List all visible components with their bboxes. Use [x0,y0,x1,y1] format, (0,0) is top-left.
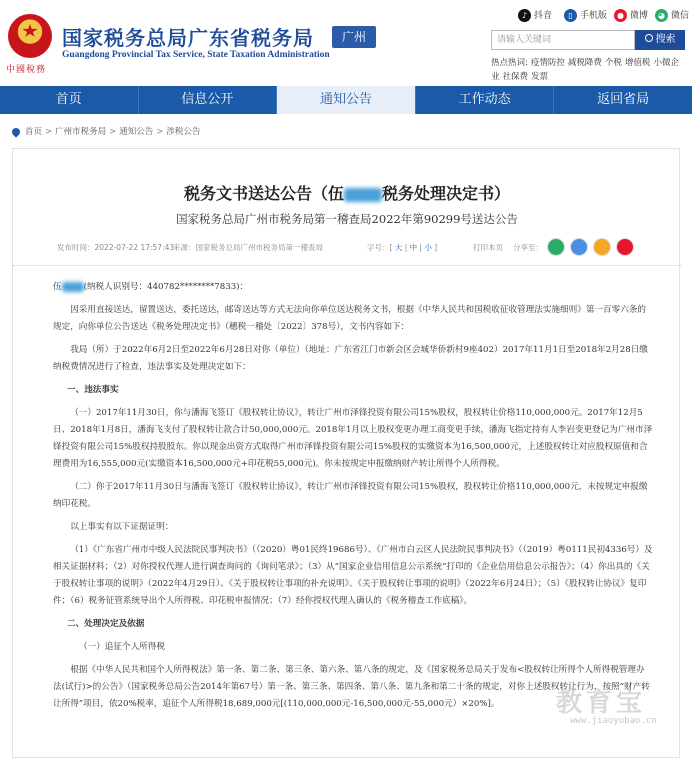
tax-emblem-icon [8,14,52,58]
search-button[interactable]: 搜索 [635,30,685,50]
taxpayer-line: 伍 (纳税人识别号：440782********7833)： [53,282,249,292]
article-panel [12,148,680,758]
redacted-name [62,282,84,292]
weibo-icon: ● [614,9,627,22]
hot-term[interactable]: 减税降费 [567,58,602,68]
breadcrumb-home[interactable]: 首页 [25,127,43,137]
nav-back-province[interactable]: 返回省局 [597,92,650,107]
main-nav [0,86,692,114]
paragraph: 我局（所）于2022年6月2日至2022年6月28日对你（单位）（地址：广东省江门市新会区会城华侨新村9座402）2017年11月1日至2018年2月28日缴纳税费情况进行了检查，违法事实及处理决定如下： [53,345,648,372]
nav-notices[interactable]: 通知公告 [277,86,416,114]
breadcrumb-notices[interactable]: 通知公告 [119,127,154,137]
subsection-heading: （一）追征个人所得税 [79,642,165,652]
section-heading: 一、违法事实 [67,385,119,395]
share-label: 分享至： [513,243,543,252]
hot-term[interactable]: 发票 [531,72,549,82]
location-pin-icon [10,126,21,137]
site-title[interactable]: 国家税务总局广东省税务局 [62,26,314,50]
search-input[interactable]: 请输入关键词 [491,30,635,50]
paragraph: （一）2017年11月30日，你与潘海飞签订《股权转让协议》，转让广州市泽锋投资有限公司15%股权，股权转让价格110,000,000元。2017年12月5日、2018年1月8日，潘海飞支付了股权转让款合计50,000,000元。2018年1月以上股权变更办理工商变更手续，潘海飞指定持有人李岩变更登记为广州市泽锋投资有限公司15%股权持股股东。你以现金出资方式取得广州市泽锋投资有限公司15%股权的实缴资本为16,500,000元，上述股权转让对应股权原值和合理费用为16,555,000元(实缴资本16,500,000元+印花税55,000元)。你未按规定申报缴纳财产转让所得个人所得税。 [53,408,653,469]
publish-time: 发布时间：2022-07-22 17:57:43 [57,243,175,252]
city-badge[interactable]: 广州 [332,26,376,48]
social-mobile[interactable]: ▯ 手机版 [564,8,607,24]
article-meta [13,242,681,266]
breadcrumb-tax-notices[interactable]: 涉税公告 [166,127,201,137]
font-medium-button[interactable]: 中 [409,243,418,252]
font-size-control: 字号：[ 大 | 中 | 小 ] [367,243,438,252]
section-heading: 二、处理决定及依据 [67,619,145,629]
paragraph: （二）你于2017年11月30日与潘海飞签订《股权转让协议》，转让广州市泽锋投资有限公司15%股权，股权转让价格110,000,000元，未按规定申报缴纳印花税。 [53,482,648,509]
article-body [53,279,653,719]
qzone-share-icon[interactable] [593,238,611,256]
watermark-logo: 教育宝 [556,688,647,718]
hot-term[interactable]: 社保费 [502,72,529,82]
site-subtitle: Guangdong Provincial Tax Service, State Taxation Administration [62,50,330,60]
article-subtitle: 国家税务总局广州市税务局第一稽查局2022年第90299号送达公告 [176,212,518,226]
nav-work-news[interactable]: 工作动态 [416,86,555,114]
social-wechat[interactable]: ◕ 微信 [655,8,689,24]
paragraph: 因采用直接送达，留置送达，委托送达，邮寄送达等方式无法向你单位送达税务文书，根据《中华人民共和国税收征收管理法实施细则》第一百零六条的规定，向你单位公告送达《税务处理决定书》（穗税一稽处〔2022〕378号），文书内容如下： [53,305,646,332]
paragraph: （1）《广东省广州市中级人民法院民事判决书》（（2020）粤01民终19686号）、《广州市白云区人民法院民事判决书》（（2019）粤0111民初4336号）及相关证据材料；（2）对你授权代理人进行调查询问的《询问笔录》；（3）从“国家企业信用信息公示系统”打印的《企业信用信息公示报告》；（4）你出具的《关于股权转让事项的说明》（2022年4月29日）、《关于股权转让事项的补充说明》、《关于股权转让事项的说明》（2022年6月24日）；（5）《股权转让协议》复印件；（6）税务征管系统导出个人所得税、印花税申报情况；（7）经你授权代理人确认的《税务稽查工作底稿》。 [53,545,653,606]
breadcrumb: 首页 > 广州市税务局 > 通知公告 > 涉税公告 [12,125,200,137]
nav-home[interactable]: 首页 [0,86,139,114]
font-small-button[interactable]: 小 [424,243,432,252]
weibo-share-icon[interactable] [616,238,634,256]
wechat-icon: ◕ [655,9,668,22]
emblem-caption: 中國稅務 [6,65,47,75]
redacted-name [344,188,382,202]
print-button[interactable]: 打印本页 [473,243,503,252]
paragraph: 根据《中华人民共和国个人所得税法》第一条、第二条、第三条、第六条、第八条的规定，及《国家税务总局关于发布<股权转让所得个人所得税管理办法(试行)>的公告》（国家税务总局公告2014年第67号）第一条、第三条、第四条、第八条、第九条和第二十条的规定，对你上述股权转让行为，按照“财产转让所得”项目，依20%税率，追征个人所得税18,689,000元[(110,000,000元-16,500,000元-55,000元）×20%]。 [53,665,650,709]
hot-terms: 热点热词: 疫情防控 减税降费 个税 增值税 小微企业 社保费 发票 [491,58,679,82]
watermark-url: www.jiaoyubao.cn [570,716,657,726]
hot-term[interactable]: 小微企业 [491,58,679,82]
breadcrumb-guangzhou[interactable]: 广州市税务局 [55,127,107,137]
article-source: 来源：国家税务总局广州市税务局第一稽查局 [173,243,323,252]
wechat-share-icon[interactable] [547,238,565,256]
nav-info-disclosure[interactable]: 信息公开 [139,86,278,114]
site-header [0,0,692,86]
social-tiktok[interactable]: ♪ 抖音 [518,8,552,24]
social-weibo[interactable]: ● 微博 [614,8,648,24]
qq-share-icon[interactable] [570,238,588,256]
article-title: 税务文书送达公告（伍 税务处理决定书） [183,184,511,203]
search-icon [645,34,653,42]
mobile-icon: ▯ [564,9,577,22]
tiktok-icon: ♪ [518,9,531,22]
hot-term[interactable]: 个税 [604,58,622,68]
hot-term[interactable]: 增值税 [624,58,651,68]
paragraph: 以上事实有以下证据证明： [70,522,174,532]
font-large-button[interactable]: 大 [394,243,403,252]
hot-term[interactable]: 疫情防控 [530,58,565,68]
